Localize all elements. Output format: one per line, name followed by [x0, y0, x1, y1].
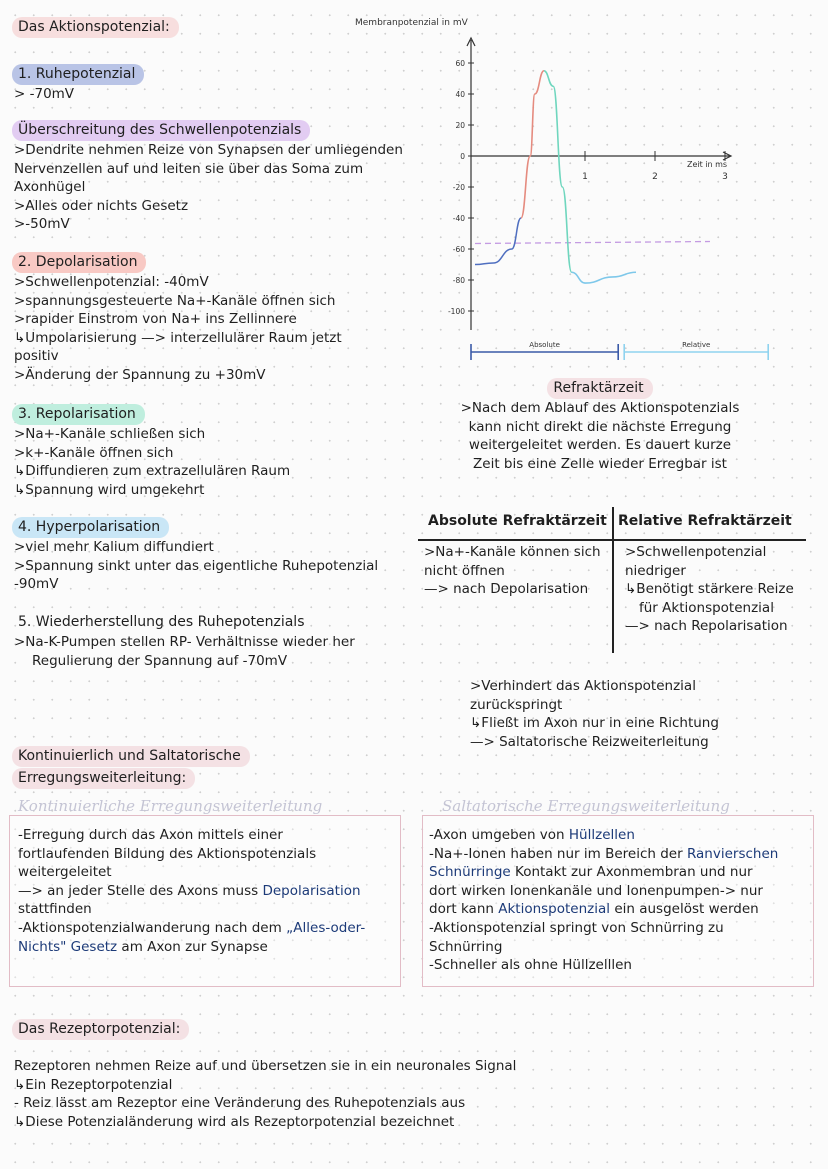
text-line: ↳Diffundieren zum extrazellulären Raum — [14, 463, 291, 480]
text-line: >Änderung der Spannung zu +30mV — [14, 366, 266, 383]
text-line: Nervenzellen auf und leiten sie über das Soma zum — [14, 160, 364, 177]
curve-rest-segment — [475, 218, 521, 265]
text-line: >Alles oder nichts Gesetz — [14, 197, 189, 214]
text-line: >spannungsgesteuerte Na+-Kanäle öffnen sich — [14, 292, 336, 309]
keyword-depolarisation: Depolarisation — [262, 882, 361, 899]
text-line: >rapider Einstrom von Na+ ins Zellinnere — [14, 311, 297, 328]
y-tick-label: -20 — [452, 183, 465, 192]
erregung-heading-line2: Erregungsweiterleitung: — [12, 768, 195, 789]
page-title — [12, 16, 179, 38]
text-line: kann nicht direkt die nächste Erregung — [468, 418, 732, 435]
table-col-relative — [625, 543, 794, 636]
table-header-absolute: Absolute Refraktärzeit — [428, 513, 607, 529]
text-span: -Aktionspotenzialwanderung nach dem — [18, 919, 287, 936]
text-line: -Erregung durch das Axon mittels einer — [18, 827, 283, 843]
section-schwellenpotenzial — [12, 119, 403, 234]
text-line: >Verhindert das Aktionspotenzial — [470, 678, 696, 694]
text-line: niedriger — [625, 562, 686, 579]
text-line: nicht öffnen — [424, 562, 505, 579]
section-heading: 5. Wiederherstellung des Ruhepotenzials — [18, 614, 305, 630]
text-line: ↳Spannung wird umgekehrt — [14, 481, 205, 498]
text-line: stattfinden — [18, 901, 92, 918]
text-line: >Spannung sinkt unter das eigentliche Ruhepotenzial — [14, 557, 379, 574]
curve-hyperpolarisation-segment — [572, 272, 636, 283]
text-line: >Na+-Kanäle können sich — [424, 544, 601, 560]
text-line: >Nach dem Ablauf des Aktionspotenzials — [460, 400, 740, 416]
table-vertical-rule — [612, 507, 614, 653]
text-span: —> an jeder Stelle des Axons muss — [18, 882, 263, 899]
keyword-gesetz: Nichts" Gesetz — [18, 938, 118, 955]
text-line: Rezeptoren nehmen Reize auf und übersetzen sie in ein neuronales Signal — [14, 1058, 517, 1074]
curve-depolarisation-segment — [521, 71, 544, 218]
section-hyperpolarisation — [12, 516, 378, 594]
kontinuierlich-title: Kontinuierliche Erregungsweiterleitung — [18, 797, 323, 815]
text-line: ↳Ein Rezeptorpotenzial — [14, 1076, 173, 1093]
text-line: —> nach Depolarisation — [424, 581, 589, 598]
section-heading: Überschreitung des Schwellenpotenzials — [12, 120, 310, 141]
x-tick-label: 1 — [582, 172, 588, 182]
text-line: —> nach Repolarisation — [625, 618, 788, 635]
relative-label: Relative — [682, 341, 711, 349]
text-line — [18, 919, 365, 938]
text-line — [18, 882, 365, 901]
text-span: Kontakt zur Axonmembran und nur — [510, 864, 753, 881]
erregung-heading — [12, 745, 250, 789]
text-line — [429, 845, 778, 864]
text-line: fortlaufenden Bildung des Aktionspotenzials — [18, 845, 317, 862]
section-depolarisation — [12, 251, 342, 385]
text-line: Schnürring — [429, 938, 503, 955]
text-line — [18, 938, 365, 957]
text-line: >Na+-Kanäle schließen sich — [14, 426, 206, 442]
text-line: >Na-K-Pumpen stellen RP- Verhältnisse wieder her — [14, 634, 355, 650]
verhindert-block — [470, 677, 719, 751]
keyword-huellzellen: Hüllzellen — [568, 827, 635, 843]
y-tick-label: -60 — [452, 245, 465, 254]
kontinuierlich-box — [9, 815, 401, 987]
section-heading: 3. Repolarisation — [12, 404, 145, 425]
table-header-relative: Relative Refraktärzeit — [618, 513, 792, 529]
keyword-schnuerringe: Schnürringe — [429, 864, 511, 881]
x-tick-label: 2 — [652, 172, 658, 182]
text-line — [429, 900, 778, 919]
y-tick-label: 0 — [460, 152, 465, 161]
text-line: Axonhügel — [14, 179, 86, 196]
text-line: zurückspringt — [470, 696, 563, 713]
saltatorisch-box — [422, 815, 814, 987]
text-line: -Schneller als ohne Hüllzelllen — [429, 957, 632, 974]
text-line: >k+-Kanäle öffnen sich — [14, 444, 174, 461]
text-line: >Schwellenpotenzial: -40mV — [14, 274, 209, 290]
text-line: ↳Benötigt stärkere Reize — [625, 581, 794, 598]
keyword-aktionspotenzial: Aktionspotenzial — [498, 901, 611, 918]
text-line: - Reiz lässt am Rezeptor eine Veränderung des Ruhepotenzials aus — [14, 1095, 466, 1112]
text-span: ein ausgelöst werden — [610, 901, 759, 918]
text-line: ↳Diese Potenzialänderung wird als Rezeptorpotenzial bezeichnet — [14, 1113, 455, 1130]
text-span: -Na+-Ionen haben nur im Bereich der — [429, 845, 687, 862]
text-line: ↳Umpolarisierung —> interzellulärer Raum jetzt — [14, 329, 342, 346]
y-tick-label: -80 — [452, 276, 465, 285]
rezeptor-heading — [12, 1018, 189, 1040]
rezeptor-text — [14, 1057, 516, 1131]
page-title-text: Das Aktionspotenzial: — [12, 17, 179, 38]
text-line: > -70mV — [14, 86, 75, 102]
text-line: —> Saltatorische Reizweiterleitung — [470, 733, 709, 750]
text-line — [429, 863, 778, 882]
text-line: >Dendrite nehmen Reize von Synapsen der umliegenden — [14, 142, 403, 158]
threshold-line — [475, 242, 710, 244]
text-line: -90mV — [14, 576, 59, 593]
x-tick-label: 3 — [722, 172, 728, 182]
text-line: -Aktionspotenzial springt von Schnürring zu — [429, 919, 724, 936]
section-heading: 2. Depolarisation — [12, 252, 146, 273]
section-repolarisation — [12, 403, 290, 499]
curve-repolarisation-segment — [544, 71, 572, 273]
rezeptor-heading-text: Das Rezeptorpotenzial: — [12, 1019, 189, 1040]
table-col-absolute — [424, 543, 601, 599]
text-line: Zeit bis eine Zelle wieder Erregbar ist — [473, 455, 727, 472]
keyword-ranvierschen: Ranvierschen — [686, 845, 779, 862]
refraktaerzeit-block — [430, 377, 770, 473]
text-span: -Axon umgeben von — [429, 827, 569, 843]
text-span: dort kann — [429, 901, 499, 918]
refraktaerzeit-heading: Refraktärzeit — [547, 378, 652, 399]
graph-xlabel: Zeit in ms — [687, 160, 728, 169]
text-line: >-50mV — [14, 216, 70, 233]
y-tick-label: -100 — [447, 307, 465, 316]
kontinuierlich-text — [18, 826, 365, 956]
text-line: positiv — [14, 348, 59, 365]
text-line: >viel mehr Kalium diffundiert — [14, 539, 214, 555]
text-line — [429, 826, 778, 845]
text-line: weitergeleitet werden. Es dauert kurze — [468, 437, 732, 454]
section-heading: 1. Ruhepotenzial — [12, 64, 144, 85]
saltatorisch-text — [429, 826, 778, 975]
y-tick-label: 60 — [455, 59, 465, 68]
section-heading: 4. Hyperpolarisation — [12, 517, 169, 538]
text-line: Regulierung der Spannung auf -70mV — [32, 652, 288, 669]
text-span: am Axon zur Synapse — [117, 938, 268, 955]
section-ruhepotenzial — [12, 63, 144, 104]
y-tick-label: 20 — [455, 121, 465, 130]
action-potential-graph — [430, 30, 780, 370]
text-line: weitergeleitet — [18, 864, 112, 881]
section-wiederherstellung — [12, 611, 355, 670]
keyword-alles-oder-nichts: „Alles-oder- — [286, 919, 366, 936]
text-line: ↳Fließt im Axon nur in eine Richtung — [470, 715, 719, 732]
saltatorisch-title: Saltatorische Erregungsweiterleitung — [442, 797, 730, 815]
text-line: für Aktionspotenzial — [639, 599, 774, 616]
y-tick-label: -40 — [452, 214, 465, 223]
text-line: dort wirken Ionenkanäle und Ionenpumpen-> nur — [429, 882, 763, 899]
erregung-heading-line1: Kontinuierlich und Saltatorische — [12, 746, 250, 767]
absolute-label: Absolute — [529, 341, 560, 349]
y-tick-label: 40 — [455, 90, 465, 99]
graph-ylabel: Membranpotenzial in mV — [355, 18, 468, 28]
refraktaer-table — [418, 505, 808, 655]
text-line: >Schwellenpotenzial — [625, 544, 767, 560]
